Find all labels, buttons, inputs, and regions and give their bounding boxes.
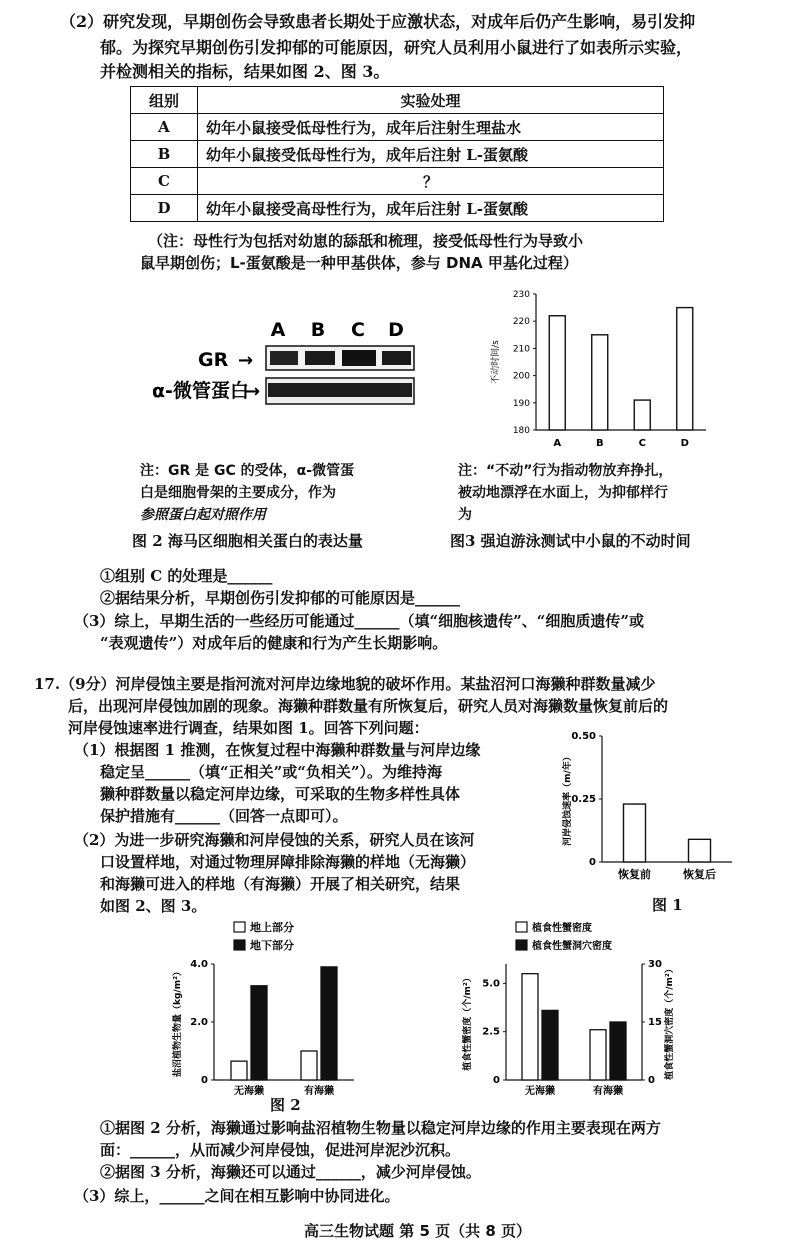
fig3-note-line3: 为 bbox=[458, 507, 472, 523]
y-axis-label: 盐沼植物生物量（kg/m²） bbox=[173, 966, 183, 1078]
q17-stem-line2: 后，出现河岸侵蚀加剧的现象。海獭种群数量有所恢复后，研究人员对海獭数量恢复前后的 bbox=[68, 697, 669, 715]
table-row bbox=[131, 114, 664, 141]
treatment-cell: ？ bbox=[198, 168, 664, 195]
bar bbox=[231, 1061, 247, 1080]
q16-sub2: ②据结果分析，早期创伤引发抑郁的可能原因是______ bbox=[100, 589, 461, 607]
legend-label: 地下部分 bbox=[250, 939, 294, 952]
q17-stem-line1: 17.（9分）河岸侵蚀主要是指河流对河岸边缘地貌的破坏作用。某盐沼河口海獭种群数量减少 bbox=[34, 675, 656, 693]
experiment-table bbox=[130, 86, 664, 222]
x-tick-label: C bbox=[638, 438, 646, 449]
gr-band bbox=[382, 351, 411, 365]
y-tick-label: 190 bbox=[512, 398, 530, 409]
y-tick-label: 220 bbox=[512, 317, 530, 328]
y-tick-label: 180 bbox=[512, 426, 530, 436]
legend-label: 植食性蟹洞穴密度 bbox=[532, 941, 612, 952]
x-tick-label: 无海獭 bbox=[234, 1086, 264, 1097]
y-tick-label-right: 15 bbox=[648, 1017, 662, 1028]
x-tick-label: 有海獭 bbox=[304, 1086, 334, 1097]
legend-swatch bbox=[234, 940, 245, 950]
y-tick-label-right: 0 bbox=[648, 1075, 655, 1086]
fig2-note-line1: 注：GR 是 GC 的受体，α-微管蛋 bbox=[140, 463, 355, 479]
q16-p2-line3: 并检测相关的指标，结果如图 2、图 3。 bbox=[100, 62, 390, 81]
x-tick-label: A bbox=[553, 438, 562, 449]
y-tick-label: 0 bbox=[589, 857, 596, 868]
group-cell: A bbox=[131, 114, 198, 141]
q16-p3-line2: “表观遗传”）对成年后的健康和行为产生长期影响。 bbox=[100, 634, 448, 652]
q17-stem-line3: 河岸侵蚀速率进行调查，结果如图 1。回答下列问题： bbox=[68, 719, 429, 737]
gr-band bbox=[305, 351, 335, 365]
legend-label: 植食性蟹密度 bbox=[532, 923, 592, 934]
legend-swatch bbox=[234, 922, 245, 932]
q17-sub1-line1: ①据图 2 分析，海獭通过影响盐沼植物生物量以稳定河岸边缘的作用主要表现在两方 bbox=[100, 1119, 661, 1137]
table-note-line1: （注：母性行为包括对幼崽的舔舐和梳理，接受低母性行为导致小 bbox=[148, 232, 584, 250]
x-tick-label: 无海獭 bbox=[525, 1086, 555, 1097]
lane-label: B bbox=[310, 319, 326, 341]
legend-label: 地上部分 bbox=[250, 921, 294, 934]
fig3-note-line1: 注：“不动”行为指动物放弃挣扎， bbox=[458, 463, 673, 479]
bar bbox=[321, 967, 337, 1080]
q17-p2-line1: （2）为进一步研究海獭和河岸侵蚀的关系，研究人员在该河 bbox=[74, 831, 475, 849]
bar bbox=[624, 804, 646, 862]
y-axis-label: 河岸侵蚀速率（m/年） bbox=[563, 752, 573, 846]
gr-arrow-icon: → bbox=[238, 350, 254, 371]
bar bbox=[542, 1010, 558, 1080]
q17-fig1-caption: 图 1 bbox=[652, 896, 683, 914]
gr-band bbox=[342, 350, 376, 366]
table-row bbox=[131, 141, 664, 168]
q16-sub1: ①组别 C 的处理是______ bbox=[100, 567, 273, 585]
tubulin-label: α-微管蛋白 bbox=[152, 380, 249, 402]
fig2-note-line2: 白是细胞骨架的主要成分，作为 bbox=[140, 485, 336, 501]
q17-fig2-bar-chart bbox=[168, 918, 368, 1100]
table-row bbox=[131, 168, 664, 195]
lane-label: C bbox=[351, 319, 365, 341]
q16-p3-line1: （3）综上，早期生活的一些经历可能通过______（填“细胞核遗传”、“细胞质遗传”或 bbox=[74, 612, 644, 630]
y-tick-label: 5.0 bbox=[482, 978, 500, 990]
y-tick-label: 200 bbox=[512, 371, 530, 382]
table-row bbox=[131, 195, 664, 222]
western-blot-figure bbox=[152, 310, 440, 430]
fig3-caption: 图3 强迫游泳测试中小鼠的不动时间 bbox=[450, 532, 691, 550]
fig3-bar-chart bbox=[478, 278, 718, 458]
lane-label: D bbox=[388, 319, 404, 341]
y-tick-label: 0.25 bbox=[571, 794, 596, 805]
x-tick-label: 恢复前 bbox=[618, 868, 651, 881]
y-tick-label-right: 30 bbox=[648, 959, 662, 970]
x-tick-label: D bbox=[680, 438, 689, 449]
y-axis-label: 不动时间/s bbox=[491, 340, 501, 384]
bar bbox=[590, 1030, 606, 1080]
treatment-cell: 幼年小鼠接受低母性行为，成年后注射 L-蛋氨酸 bbox=[198, 141, 664, 168]
group-cell: B bbox=[131, 141, 198, 168]
treatment-cell: 幼年小鼠接受低母性行为，成年后注射生理盐水 bbox=[198, 114, 664, 141]
treatment-cell: 幼年小鼠接受高母性行为，成年后注射 L-蛋氨酸 bbox=[198, 195, 664, 222]
y-tick-label: 230 bbox=[512, 290, 530, 300]
q17-p2-line3: 和海獭可进入的样地（有海獭）开展了相关研究，结果 bbox=[100, 875, 461, 893]
y-tick-label: 4.0 bbox=[190, 959, 208, 970]
gr-label: GR bbox=[198, 349, 229, 371]
q17-p2-line4: 如图 2、图 3。 bbox=[100, 897, 207, 915]
y-axis-label: 植食性蟹密度（个/m²） bbox=[463, 973, 473, 1071]
q16-p2-line2: 郁。为探究早期创伤引发抑郁的可能原因，研究人员利用小鼠进行了如表所示实验， bbox=[100, 38, 693, 57]
group-cell: D bbox=[131, 195, 198, 222]
q17-sub2: ②据图 3 分析，海獭还可以通过______，减少河岸侵蚀。 bbox=[100, 1163, 481, 1181]
q17-fig2-caption: 图 2 bbox=[270, 1096, 301, 1114]
bar bbox=[689, 839, 711, 862]
y-tick-label: 0 bbox=[493, 1075, 500, 1086]
y-tick-label: 2.5 bbox=[482, 1026, 500, 1038]
bar bbox=[592, 335, 608, 430]
bar bbox=[677, 308, 693, 430]
lane-label: A bbox=[270, 319, 286, 341]
q17-p1-line4: 保护措施有______（回答一点即可）。 bbox=[100, 807, 348, 825]
tubulin-arrow-icon: → bbox=[245, 381, 261, 402]
q17-fig3-bar-chart bbox=[458, 918, 690, 1100]
q17-sub1-line2: 面：______，从而减少河岸侵蚀，促进河岸泥沙沉积。 bbox=[100, 1141, 461, 1159]
bar bbox=[522, 974, 538, 1080]
y-axis-label-right: 植食性蟹洞穴密度（个/m²） bbox=[665, 964, 675, 1080]
legend-swatch bbox=[516, 922, 527, 932]
q16-p2-line1: （2）研究发现，早期创伤会导致患者长期处于应激状态，对成年后仍产生影响，易引发抑 bbox=[60, 12, 696, 31]
y-tick-label: 2.0 bbox=[190, 1017, 208, 1028]
table-header: 组别 bbox=[131, 87, 198, 114]
q17-p3: （3）综上，______之间在相互影响中协同进化。 bbox=[74, 1187, 400, 1205]
y-tick-label: 0 bbox=[201, 1075, 208, 1086]
gr-band bbox=[270, 351, 298, 365]
q17-p1-line2: 稳定呈______（填“正相关”或“负相关”）。为维持海 bbox=[100, 763, 443, 781]
q17-p2-line2: 口设置样地，对通过物理屏障排除海獭的样地（无海獭） bbox=[100, 853, 476, 871]
q17-fig1-bar-chart bbox=[558, 724, 748, 884]
table-header-row bbox=[131, 87, 664, 114]
fig2-caption: 图 2 海马区细胞相关蛋白的表达量 bbox=[132, 532, 363, 550]
group-cell: C bbox=[131, 168, 198, 195]
bar bbox=[610, 1022, 626, 1080]
y-tick-label: 210 bbox=[512, 344, 530, 355]
legend-swatch bbox=[516, 940, 527, 950]
x-tick-label: 有海獭 bbox=[593, 1086, 623, 1097]
fig3-note-line2: 被动地漂浮在水面上，为抑郁样行 bbox=[458, 485, 668, 501]
y-tick-label: 0.50 bbox=[571, 731, 596, 742]
bar bbox=[634, 400, 650, 430]
x-tick-label: B bbox=[595, 438, 604, 449]
q17-p1-line1: （1）根据图 1 推测，在恢复过程中海獭种群数量与河岸边缘 bbox=[74, 741, 481, 759]
page-footer: 高三生物试题 第 5 页（共 8 页） bbox=[304, 1222, 531, 1240]
bar bbox=[301, 1051, 317, 1080]
fig2-note-line3: 参照蛋白起对照作用 bbox=[140, 507, 266, 523]
table-note-line2: 鼠早期创伤；L-蛋氨酸是一种甲基供体，参与 DNA 甲基化过程） bbox=[140, 254, 578, 272]
table-header: 实验处理 bbox=[198, 87, 664, 114]
q17-p1-line3: 獭种群数量以稳定河岸边缘，可采取的生物多样性具体 bbox=[100, 785, 461, 803]
bar bbox=[251, 986, 267, 1080]
tubulin-band bbox=[268, 383, 412, 397]
x-tick-label: 恢复后 bbox=[683, 868, 716, 881]
bar bbox=[549, 316, 565, 430]
